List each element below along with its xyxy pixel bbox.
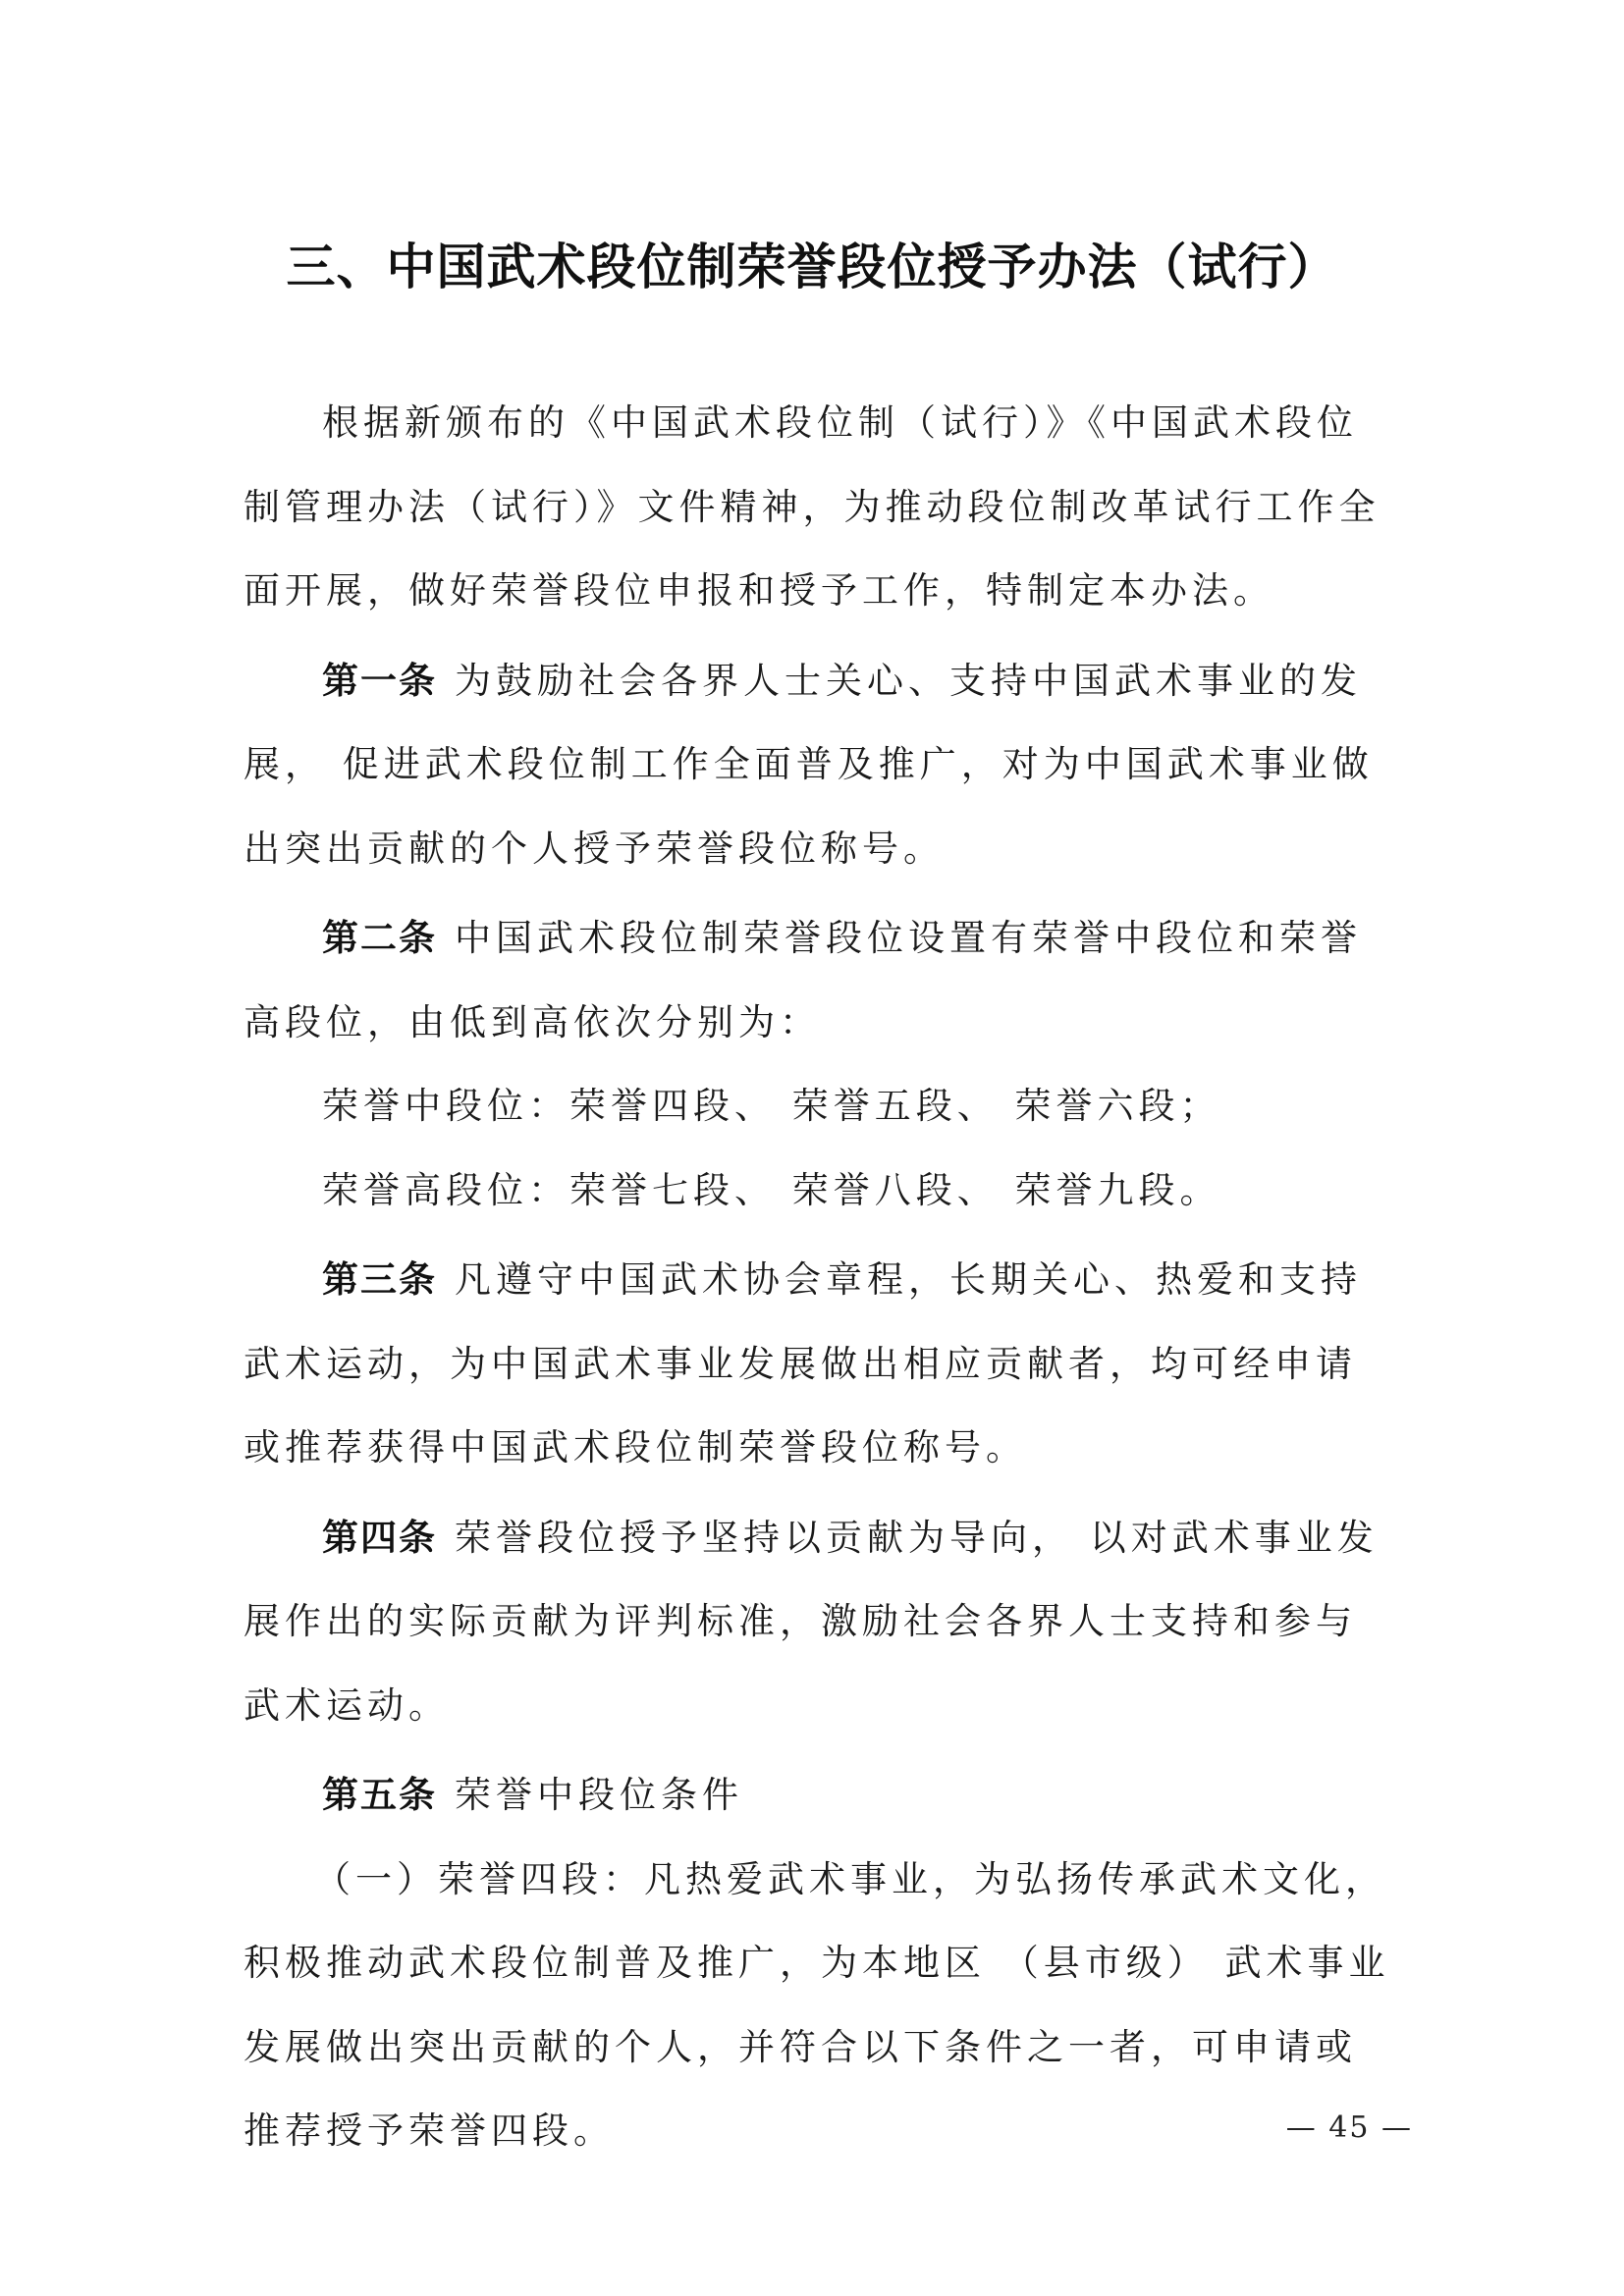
preamble-line: 根据新颁布的《中国武术段位制（试行）》《中国武术段位 [322,401,1358,444]
article-3-line: 或推荐获得中国武术段位制荣誉段位称号。 [244,1426,1027,1468]
document-body [244,381,1392,2173]
article-3-label: 第三条 [322,1258,437,1301]
article-4-text: 荣誉段位授予坚持以贡献为导向， 以对武术事业发 [455,1516,1379,1559]
article-4-label: 第四条 [322,1516,437,1559]
article-2-line: 高段位，由低到高依次分别为： [244,1000,821,1043]
article-5-line [244,1753,1392,1838]
article-3-line [244,1238,1392,1322]
article-5-item-line: 发展做出突出贡献的个人，并符合以下条件之一者，可申请或 [244,2025,1357,2068]
preamble-line: 面开展，做好荣誉段位申报和授予工作，特制定本办法。 [244,569,1274,612]
article-5-item-line: （一）荣誉四段：凡热爱武术事业，为弘扬传承武术文化， [314,1857,1386,1900]
article-1-text: 为鼓励社会各界人士关心、支持中国武术事业的发 [455,659,1362,702]
article-5-heading: 荣誉中段位条件 [455,1774,743,1816]
article-2-line [244,896,1392,981]
article-3-line: 武术运动，为中国武术事业发展做出相应贡献者，均可经申请 [244,1342,1357,1385]
page-number: — 45 — [1285,2110,1413,2145]
article-2-text: 中国武术段位制荣誉段位设置有荣誉中段位和荣誉 [455,917,1362,959]
article-1-label: 第一条 [322,659,437,702]
article-1-line [244,639,1392,723]
article-1-line: 展， 促进武术段位制工作全面普及推广，对为中国武术事业做 [244,743,1374,785]
article-5-item-line: 积极推动武术段位制普及推广，为本地区 （县市级） 武术事业 [244,1942,1390,1984]
article-4-line [244,1496,1392,1580]
article-4-line: 展作出的实际贡献为评判标准，激励社会各界人士支持和参与 [244,1600,1357,1642]
preamble-line: 制管理办法（试行）》文件精神，为推动段位制改革试行工作全 [244,485,1380,528]
honor-mid-ranks: 荣誉中段位：荣誉四段、 荣誉五段、 荣誉六段； [322,1085,1221,1127]
article-2-label: 第二条 [322,917,437,959]
article-3-text: 凡遵守中国武术协会章程，长期关心、热爱和支持 [455,1258,1362,1301]
article-4-line: 武术运动。 [244,1683,450,1727]
article-1-line: 出突出贡献的个人授予荣誉段位称号。 [244,827,945,870]
article-5-item-line: 推荐授予荣誉四段。 [244,2109,615,2152]
article-5-label: 第五条 [322,1774,437,1816]
honor-high-ranks: 荣誉高段位：荣誉七段、 荣誉八段、 荣誉九段。 [322,1168,1221,1211]
page-title: 三、中国武术段位制荣誉段位授予办法（试行） [286,239,1338,295]
